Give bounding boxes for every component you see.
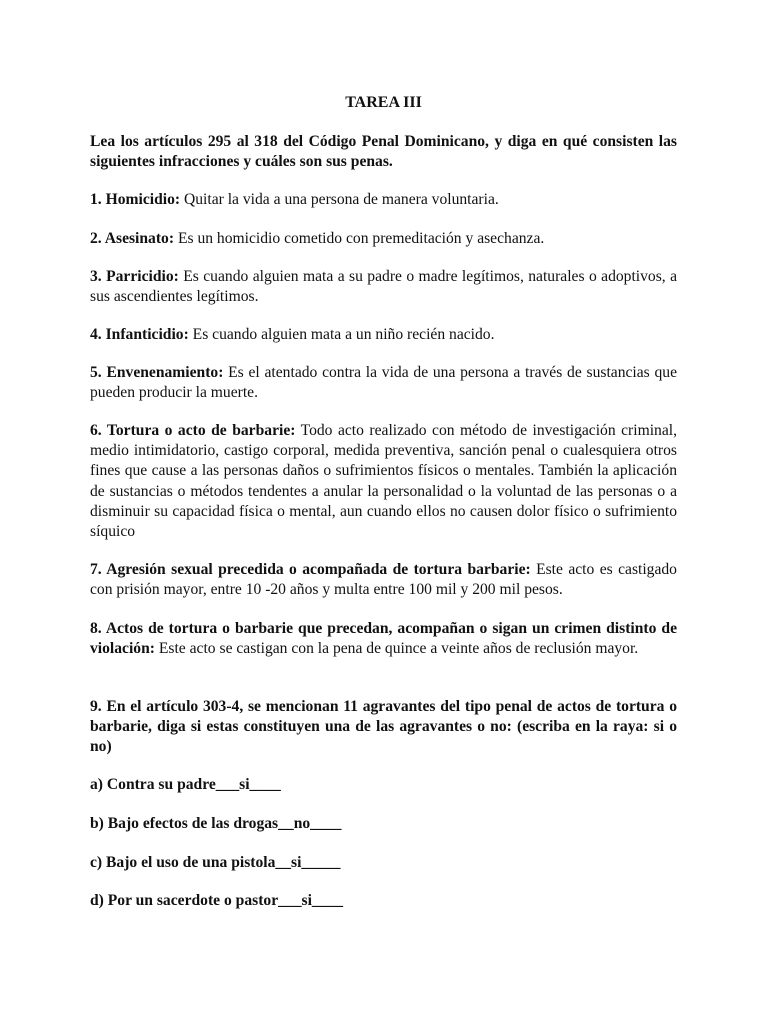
item-asesinato bbox=[90, 229, 677, 249]
item-text: Quitar la vida a una persona de manera voluntaria. bbox=[180, 191, 499, 208]
item-text: Es un homicidio cometido con premeditación y asechanza. bbox=[174, 230, 545, 247]
intro-paragraph: Lea los artículos 295 al 318 del Código Penal Dominicano, y diga en qué consisten las siguientes infracciones y cuáles son sus penas. bbox=[90, 133, 677, 171]
item-text: Este acto se castigan con la pena de quince a veinte años de reclusión mayor. bbox=[154, 640, 639, 658]
answer-a: a) Contra su padre___si____ bbox=[90, 776, 281, 793]
item-text: Es el atentado contra la vida de una persona a través de sustancias que pueden producir la muerte. bbox=[90, 364, 678, 402]
answer-b: b) Bajo efectos de las drogas__no____ bbox=[90, 815, 342, 832]
item-term: 3. Parricidio: bbox=[90, 268, 179, 285]
item-envenenamiento bbox=[90, 363, 677, 403]
answer-c: c) Bajo el uso de una pistola__si_____ bbox=[90, 854, 341, 871]
page-title: TAREA III bbox=[345, 94, 422, 111]
document-page bbox=[90, 0, 677, 1024]
item-term: 5. Envenenamiento: bbox=[90, 364, 224, 381]
item-infanticidio bbox=[90, 325, 677, 345]
item-text: Todo acto realizado con método de investigación criminal, medio intimidatorio, castigo corporal, medida preventiva, sanción penal o cualesquiera otros fines que cause a las personas daños o sufrimientos físicos o mentales. También la aplicación de sustancias o métodos tendentes a anular la personalidad o la voluntad de las personas o a disminuir su capacidad física o mental, aun cuando ellos no causen dolor físico o sufrimiento síquico bbox=[90, 422, 677, 541]
item-term: 2. Asesinato: bbox=[90, 230, 175, 247]
item-term: 1. Homicidio: bbox=[90, 191, 181, 208]
item-actos-tortura bbox=[90, 619, 677, 659]
item-homicidio bbox=[90, 190, 677, 210]
item-parricidio bbox=[90, 267, 677, 307]
question-9: 9. En el artículo 303-4, se mencionan 11 agravantes del tipo penal de actos de tortura o barbarie, diga si estas constituyen una de las agravantes o no: (escriba en la raya: si o no) bbox=[90, 698, 677, 756]
item-text: Es cuando alguien mata a su padre o madre legítimos, naturales o adoptivos, a sus ascendientes legítimos. bbox=[90, 268, 678, 306]
item-text: Este acto es castigado con prisión mayor, entre 10 -20 años y multa entre 100 mil y 200 mil pesos. bbox=[90, 561, 677, 599]
item-term: 4. Infanticidio: bbox=[90, 326, 189, 343]
item-term: 8. Actos de tortura o barbarie que precedan, acompañan o sigan un crimen distinto de violación: bbox=[90, 620, 677, 658]
item-tortura bbox=[90, 421, 677, 542]
item-term: 7. Agresión sexual precedida o acompañada de tortura barbarie: bbox=[90, 561, 531, 578]
item-text: Es cuando alguien mata a un niño recién nacido. bbox=[188, 326, 495, 343]
item-term: 6. Tortura o acto de barbarie: bbox=[90, 422, 296, 439]
item-agresion-sexual bbox=[90, 560, 677, 600]
answer-d: d) Por un sacerdote o pastor___si____ bbox=[90, 892, 344, 909]
